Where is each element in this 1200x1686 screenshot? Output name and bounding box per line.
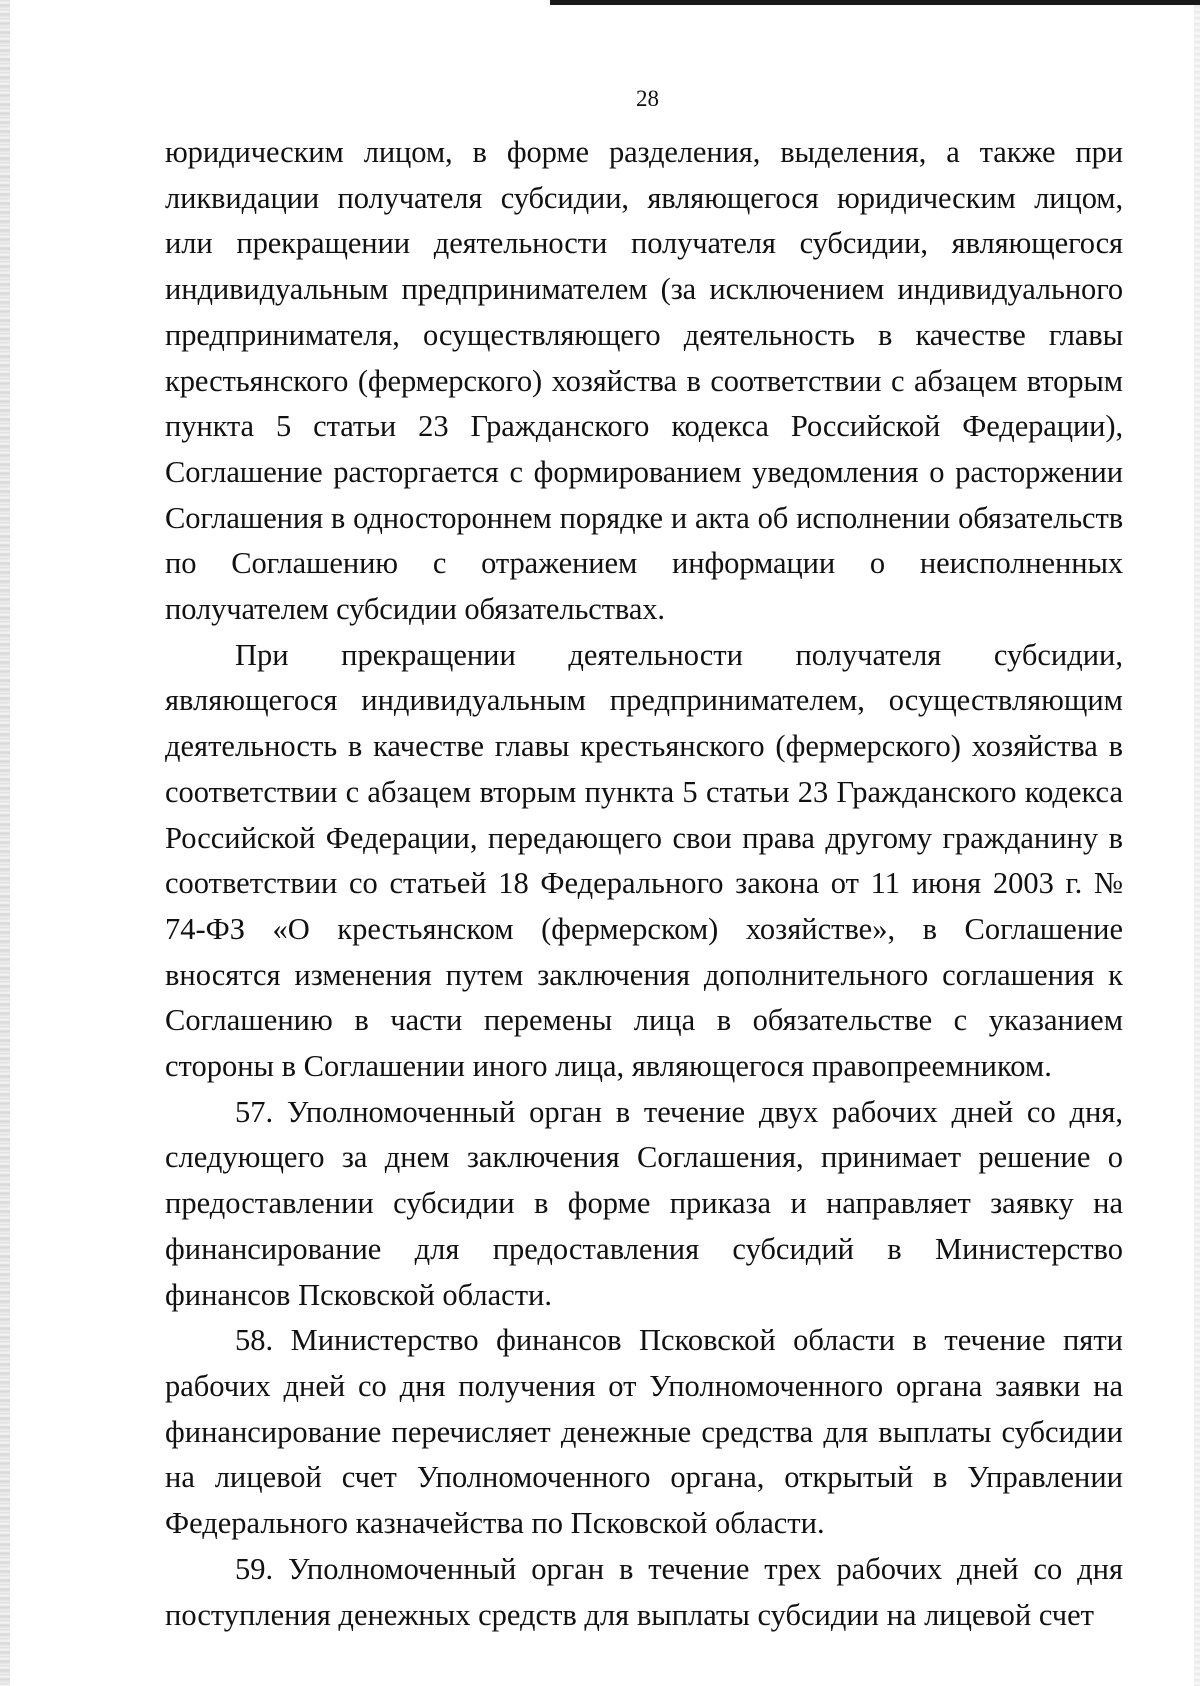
paragraph-58: 58. Министерство финансов Псковской области в течение пяти рабочих дней со дня получения от Уполномоченного органа заявки на финансирование перечисляет денежные средства для выплаты субсидии на лицевой счет Уполномоченного органа, открытый в Управлении Федерального казначейства по Псковской области. xyxy=(165,1323,1123,1541)
paragraph-59: 59. Уполномоченный орган в течение трех рабочих дней со дня поступления денежных средств для выплаты субсидии на лицевой счет xyxy=(165,1551,1123,1632)
document-body xyxy=(165,130,1123,1638)
paragraph-continuation: юридическим лицом, в форме разделения, выделения, а также при ликвидации получателя субсидии, являющегося юридическим лицом, или прекращении деятельности получателя субсидии, являющегося индивидуальным предпринимателем (за исключением индивидуального предпринимателя, осуществляющего деятельность в качестве главы крестьянского (фермерского) хозяйства в соответствии с абзацем вторым пункта 5 статьи 23 Гражданского кодекса Российской Федерации), Соглашение расторгается с формированием уведомления о расторжении Соглашения в одностороннем порядке и акта об исполнении обязательств по Соглашению с отражением информации о неисполненных получателем субсидии обязательствах. xyxy=(165,135,1123,627)
paragraph-farm-successor: При прекращении деятельности получателя субсидии, являющегося индивидуальным предпринимателем, осуществляющим деятельность в качестве главы крестьянского (фермерского) хозяйства в соответствии с абзацем вторым пункта 5 статьи 23 Гражданского кодекса Российской Федерации, передающего свои права другому гражданину в соответствии со статьей 18 Федерального закона от 11 июня 2003 г. № 74-ФЗ «О крестьянском (фермерском) хозяйстве», в Соглашение вносятся изменения путем заключения дополнительного соглашения к Соглашению в части перемены лица в обязательстве с указанием стороны в Соглашении иного лица, являющегося правопреемником. xyxy=(165,637,1123,1084)
scan-edge-right xyxy=(1194,0,1200,1686)
paragraph-57: 57. Уполномоченный орган в течение двух рабочих дней со дня, следующего за днем заключения Соглашения, принимает решение о предоставлении субсидии в форме приказа и направляет заявку на финансирование для предоставления субсидий в Министерство финансов Псковской области. xyxy=(165,1094,1123,1312)
page-number: 28 xyxy=(636,86,659,111)
scan-edge-left xyxy=(0,0,10,1686)
scan-top-bar xyxy=(550,0,1200,5)
